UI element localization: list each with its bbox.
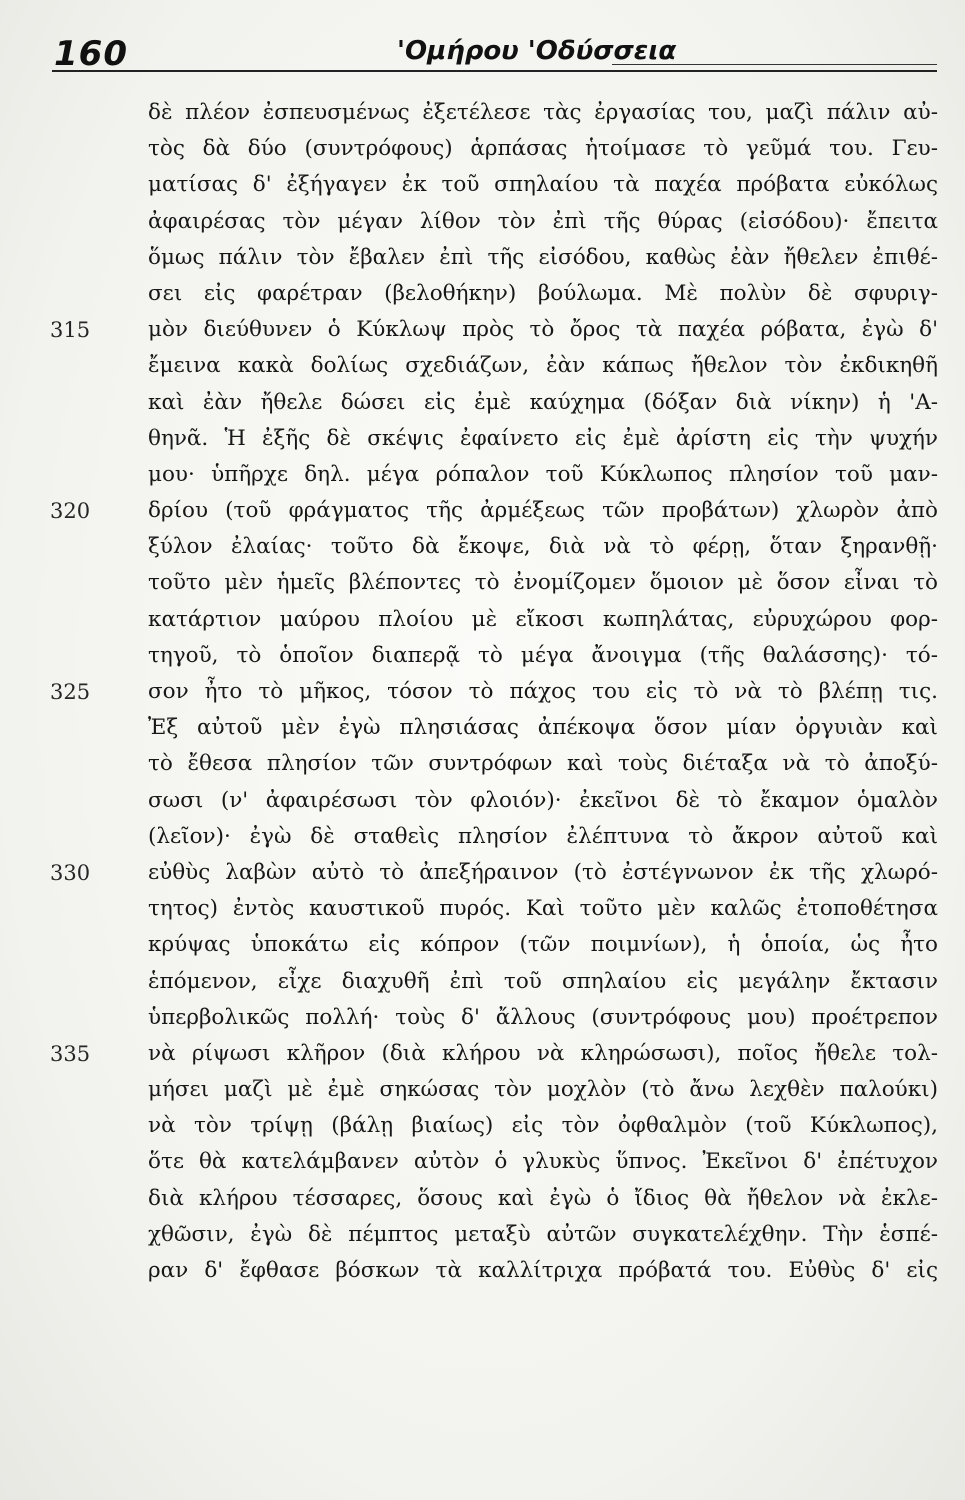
text-line: χθῶσιν, ἐγὼ δὲ πέμπτος μεταξὺ αὐτῶν συγκατελέχθην. Τὴν ἑσπέ-	[148, 1221, 938, 1247]
text-line: (λεῖον)· ἐγὼ δὲ σταθεὶς πλησίον ἐλέπτυνα τὸ ἄκρον αὐτοῦ καὶ	[148, 823, 938, 849]
text-line: νὰ τὸν τρίψῃ (βάλῃ βιαίως) εἰς τὸν ὀφθαλμὸν (τοῦ Κύκλωπος),	[148, 1113, 938, 1139]
line-number-320: 320	[50, 499, 91, 524]
text-line: καὶ ἐὰν ἤθελε δώσει εἰς ἐμὲ καύχημα (δόξαν διὰ νίκην) ἡ 'Α-	[148, 389, 938, 415]
text-line: θηνᾶ. Ἡ ἐξῆς δὲ σκέψις ἐφαίνετο εἰς ἐμὲ ἀρίστη εἰς τὴν ψυχήν	[148, 425, 938, 451]
text-line: τὸ ἔθεσα πλησίον τῶν συντρόφων καὶ τοὺς διέταξα νὰ τὸ ἀποξύ-	[148, 751, 938, 777]
text-line: ραν δ' ἔφθασε βόσκων τὰ καλλίτριχα πρόβατά του. Εὐθὺς δ' εἰς	[148, 1258, 938, 1283]
text-line: δὲ πλέον ἐσπευσμένως ἐξετέλεσε τὰς ἐργασίας του, μαζὶ πάλιν αὐ-	[148, 100, 938, 125]
text-line: ἔμεινα κακὰ δολίως σχεδιάζων, ἐὰν κάπως ἤθελον τὸν ἐκδικηθῆ	[148, 353, 938, 379]
page-number: 160	[54, 34, 128, 74]
text-line: τὸς δὰ δύο (συντρόφους) ἁρπάσας ἡτοίμασε τὸ γεῦμά του. Γευ-	[148, 136, 938, 162]
text-line: κρύψας ὑποκάτω εἰς κόπρον (τῶν ποιμνίων), ἡ ὁποία, ὡς ἦτο	[148, 932, 938, 958]
text-line: σον ἦτο τὸ μῆκος, τόσον τὸ πάχος του εἰς τὸ νὰ τὸ βλέπῃ τις.	[148, 679, 938, 704]
text-line: μὸν διεύθυνεν ὁ Κύκλωψ πρὸς τὸ ὄρος τὰ παχέα ρόβατα, ἐγὼ δ'	[148, 317, 938, 343]
line-numbers-column	[50, 95, 130, 1395]
text-line: κατάρτιον μαύρου πλοίου μὲ εἴκοσι κωπηλάτας, εὐρυχώρου φορ-	[148, 606, 938, 632]
text-line: Ἐξ αὐτοῦ μὲν ἐγὼ πλησιάσας ἀπέκοψα ὅσον μίαν ὀργυιὰν καὶ	[148, 715, 938, 741]
text-line: ματίσας δ' ἐξήγαγεν ἐκ τοῦ σπηλαίου τὰ παχέα πρόβατα εὐκόλως	[148, 172, 938, 198]
text-line: ὅμως πάλιν τὸν ἔβαλεν ἐπὶ τῆς εἰσόδου, καθὼς ἐὰν ἤθελεν ἐπιθέ-	[148, 244, 938, 270]
line-number-335: 335	[50, 1042, 91, 1067]
text-line: σωσι (ν' ἀφαιρέσωσι τὸν φλοιόν)· ἐκεῖνοι δὲ τὸ ἔκαμον ὁμαλὸν	[148, 787, 938, 813]
text-line: τοῦτο μὲν ἡμεῖς βλέποντες τὸ ἐνομίζομεν ὅμοιον μὲ ὅσον εἶναι τὸ	[148, 570, 938, 596]
line-number-330: 330	[50, 861, 91, 886]
text-line: διὰ κλήρου τέσσαρες, ὅσους καὶ ἐγὼ ὁ ἴδιος θὰ ἤθελον νὰ ἐκλε-	[148, 1185, 938, 1211]
text-line: νὰ ρίψωσι κλῆρον (διὰ κλήρου νὰ κληρώσωσι), ποῖος ἤθελε τολ-	[148, 1040, 938, 1066]
text-line: τητος) ἐντὸς καυστικοῦ πυρός. Καὶ τοῦτο μὲν καλῶς ἐτοποθέτησα	[148, 896, 938, 922]
text-line: μήσει μαζὶ μὲ ἐμὲ σηκώσας τὸν μοχλὸν (τὸ ἄνω λεχθὲν παλούκι)	[148, 1077, 938, 1103]
text-line: δρίου (τοῦ φράγματος τῆς ἀρμέξεως τῶν προβάτων) χλωρὸν ἀπὸ	[148, 498, 938, 524]
text-line: ὑπερβολικῶς πολλή· τοὺς δ' ἄλλους (συντρόφους μου) προέτρεπον	[148, 1004, 938, 1030]
line-number-325: 325	[50, 680, 91, 705]
page-header	[52, 24, 937, 74]
text-line: ξύλον ἐλαίας· τοῦτο δὰ ἔκοψε, διὰ νὰ τὸ φέρῃ, ὅταν ξηρανθῇ·	[148, 534, 938, 560]
text-line	[148, 1289, 938, 1325]
text-line: ἀφαιρέσας τὸν μέγαν λίθον τὸν ἐπὶ τῆς θύρας (εἰσόδου)· ἔπειτα	[148, 208, 938, 234]
header-rule	[52, 70, 937, 72]
text-line: μου· ὑπῆρχε δηλ. μέγα ρόπαλον τοῦ Κύκλωπος πλησίον τοῦ μαν-	[148, 461, 938, 487]
running-title: 'Ομήρου 'Οδύσσεια	[397, 36, 677, 66]
header-rule-upper	[612, 64, 937, 65]
text-line: ὅτε θὰ κατελάμβανεν αὐτὸν ὁ γλυκὺς ὕπνος. Ἐκεῖνοι δ' ἐπέτυχον	[148, 1149, 938, 1175]
line-number-315: 315	[50, 318, 91, 343]
text-line: εὐθὺς λαβὼν αὐτὸ τὸ ἀπεξήραινον (τὸ ἐστέγνωνον ἐκ τῆς χλωρό-	[148, 859, 938, 885]
text-line: σει εἰς φαρέτραν (βελοθήκην) βούλωμα. Μὲ πολὺν δὲ σφυριγ-	[148, 280, 938, 306]
text-line: ἑπόμενον, εἶχε διαχυθῆ ἐπὶ τοῦ σπηλαίου εἰς μεγάλην ἔκτασιν	[148, 968, 938, 994]
text-line: τηγοῦ, τὸ ὁποῖον διαπερᾷ τὸ μέγα ἄνοιγμα (τῆς θαλάσσης)· τό-	[148, 642, 938, 668]
text-line	[148, 1325, 938, 1361]
body-text	[148, 95, 938, 1362]
